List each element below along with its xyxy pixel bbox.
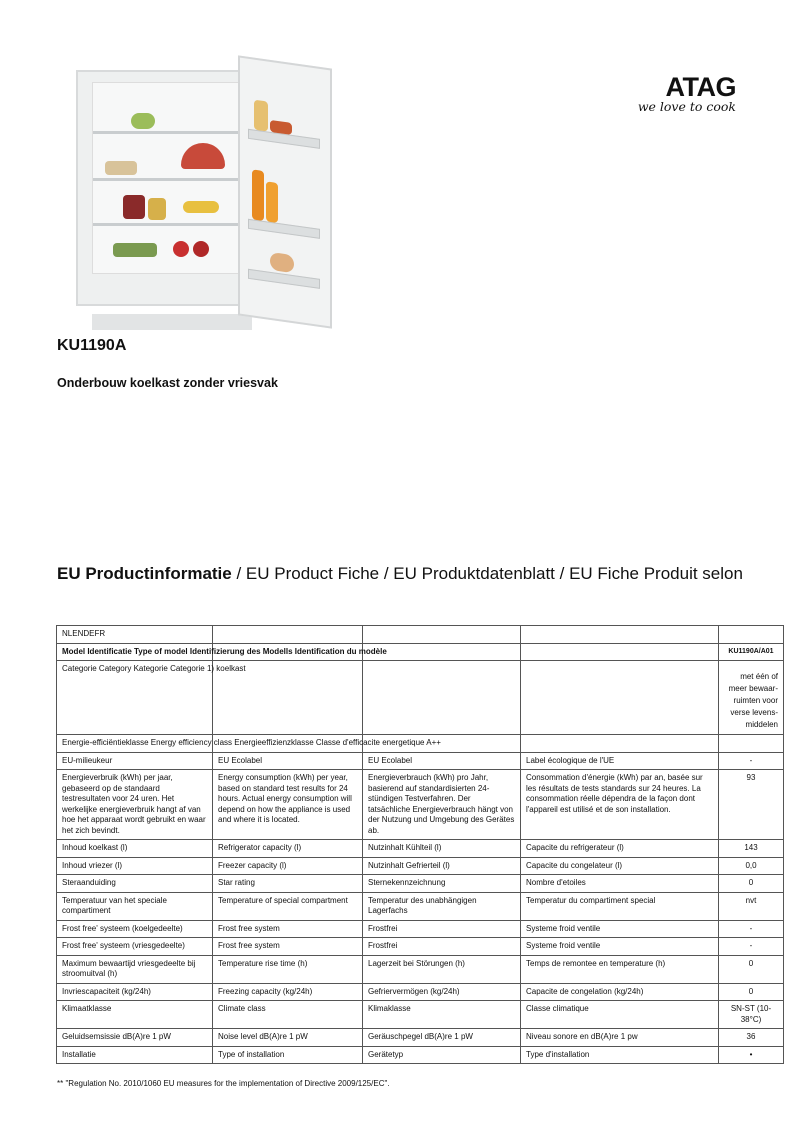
energy-class-row: [57, 735, 784, 753]
cell-nl: Frost free' systeem (vriesgedeelte): [57, 938, 213, 956]
cell-de: Gefriervermögen (kg/24h): [363, 983, 521, 1001]
cell-value: 93: [719, 770, 784, 840]
cell-de: Lagerzeit bei Störungen (h): [363, 955, 521, 983]
cell-nl: Frost free' systeem (koelgedeelte): [57, 920, 213, 938]
cell-en: Energy consumption (kWh) per year, based on standard test results for 24 hours. Actual energy consumption will depend on how the appliance is used and where it is located.: [213, 770, 363, 840]
table-row: [57, 983, 784, 1001]
product-fiche-table: [56, 625, 784, 1064]
cell-fr: Classe climatique: [521, 1001, 719, 1029]
footnote: ** "Regulation No. 2010/1060 EU measures for the implementation of Directive 2009/125/EC".: [57, 1079, 390, 1088]
fiche-title: [57, 564, 743, 584]
cell-en: Freezing capacity (kg/24h): [213, 983, 363, 1001]
cell-en: Freezer capacity (l): [213, 857, 363, 875]
cell-nl: Inhoud vriezer (l): [57, 857, 213, 875]
product-model: KU1190A: [57, 337, 127, 354]
table-row: [57, 1029, 784, 1047]
cell-en: Temperature of special compartment: [213, 892, 363, 920]
cell-en: Climate class: [213, 1001, 363, 1029]
cell-de: Frostfrei: [363, 920, 521, 938]
cell-value: 36: [719, 1029, 784, 1047]
cell-fr: Type d'installation: [521, 1046, 719, 1064]
cell-value: SN-ST (10-38°C): [719, 1001, 784, 1029]
cell-nl: Temperatuur van het speciale compartiment: [57, 892, 213, 920]
cell-fr: Capacite de congelation (kg/24h): [521, 983, 719, 1001]
category-row: [57, 661, 784, 735]
cell-de: Geräuschpegel dB(A)re 1 pW: [363, 1029, 521, 1047]
cell-fr: Capacite du refrigerateur (l): [521, 840, 719, 858]
table-row: [57, 770, 784, 840]
cell-value: -: [719, 938, 784, 956]
cell-nl: Steraanduiding: [57, 875, 213, 893]
cell-nl: Geluidsemsissie dB(A)re 1 pW: [57, 1029, 213, 1047]
cell-fr: Temperatur du compartiment special: [521, 892, 719, 920]
model-value: KU1190A/A01: [719, 643, 784, 661]
cell-fr: Systeme froid ventile: [521, 938, 719, 956]
cell-de: Frostfrei: [363, 938, 521, 956]
cell-de: Nutzinhalt Gefrierteil (l): [363, 857, 521, 875]
cell-en: Frost free system: [213, 938, 363, 956]
cell-value: 0: [719, 955, 784, 983]
table-row: [57, 752, 784, 770]
cell-en: Star rating: [213, 875, 363, 893]
header-languages: NLENDEFR: [57, 626, 213, 644]
model-label: Model Identificatie Type of model Identifizierung des Modells Identification du modèle: [57, 643, 213, 661]
cell-value: nvt: [719, 892, 784, 920]
cell-nl: Klimaatklasse: [57, 1001, 213, 1029]
cell-de: Sternekennzeichnung: [363, 875, 521, 893]
brand-logo: [636, 74, 736, 114]
brand-name: ATAG: [665, 72, 736, 102]
cell-nl: Maximum bewaartijd vriesgedeelte bij stroomuitval (h): [57, 955, 213, 983]
cell-fr: Nombre d'etoiles: [521, 875, 719, 893]
category-value: met één of meer bewaar-ruimten voor verse levens-middelen: [719, 661, 784, 735]
cell-de: EU Ecolabel: [363, 752, 521, 770]
model-row: [57, 643, 784, 661]
cell-fr: Consommation d'énergie (kWh) par an, basée sur les résultats de tests standards sur 24 heures. La consommation réelle dépendra de la façon dont l'appareil est utilisé et de son installation.: [521, 770, 719, 840]
cell-fr: Capacite du congelateur (l): [521, 857, 719, 875]
cell-nl: Inhoud koelkast (l): [57, 840, 213, 858]
fiche-title-rest: / EU Product Fiche / EU Produktdatenblatt / EU Fiche Produit selon: [231, 564, 743, 583]
cell-de: Energieverbrauch (kWh) pro Jahr, basierend auf standardisierten 24-stündigen Testverfahren. Der tatsächliche Energieverbrauch hängt von der Nutzung und Umgebung des Gerätes ab.: [363, 770, 521, 840]
cell-nl: Energieverbruik (kWh) per jaar, gebaseerd op de standaard testresultaten voor 24 uren. Het werkelijke energieverbruik hangt af van hoe het apparaat wordt gebruikt en waar het zich bevindt.: [57, 770, 213, 840]
cell-value: -: [719, 920, 784, 938]
cell-value: 0,0: [719, 857, 784, 875]
table-row: [57, 875, 784, 893]
cell-de: Temperatur des unabhängigen Lagerfachs: [363, 892, 521, 920]
product-description: Onderbouw koelkast zonder vriesvak: [57, 376, 278, 390]
cell-fr: Niveau sonore en dB(A)re 1 pw: [521, 1029, 719, 1047]
cell-de: Klimaklasse: [363, 1001, 521, 1029]
cell-de: Gerätetyp: [363, 1046, 521, 1064]
energy-class-label: Energie-efficiëntieklasse Energy efficiency class Energieeffizienzklasse Classe d'efficacite energetique A++: [57, 735, 213, 753]
category-label: Categorie Category Kategorie Categorie 1) koelkast: [57, 661, 213, 735]
fridge-door: [238, 55, 332, 328]
cell-fr: Label écologique de l'UE: [521, 752, 719, 770]
cell-nl: Invriescapaciteit (kg/24h): [57, 983, 213, 1001]
cell-nl: EU-milieukeur: [57, 752, 213, 770]
cell-fr: Temps de remontee en temperature (h): [521, 955, 719, 983]
table-row: [57, 857, 784, 875]
brand-tagline: we love to cook: [637, 99, 736, 114]
table-row: [57, 938, 784, 956]
cell-en: Refrigerator capacity (l): [213, 840, 363, 858]
table-row: [57, 892, 784, 920]
table-row: [57, 1001, 784, 1029]
table-header-row: [57, 626, 784, 644]
cell-value: 0: [719, 983, 784, 1001]
cell-en: Frost free system: [213, 920, 363, 938]
cell-nl: Installatie: [57, 1046, 213, 1064]
cell-value: -: [719, 752, 784, 770]
table-row: [57, 955, 784, 983]
table-row: [57, 840, 784, 858]
cell-en: Noise level dB(A)re 1 pW: [213, 1029, 363, 1047]
cell-en: Type of installation: [213, 1046, 363, 1064]
fridge-body: [76, 70, 262, 306]
cell-value: 0: [719, 875, 784, 893]
cell-value: 143: [719, 840, 784, 858]
table-row: [57, 920, 784, 938]
cell-de: Nutzinhalt Kühlteil (l): [363, 840, 521, 858]
cell-fr: Systeme froid ventile: [521, 920, 719, 938]
fiche-title-bold: EU Productinformatie: [57, 564, 232, 583]
cell-en: Temperature rise time (h): [213, 955, 363, 983]
product-image: [72, 62, 334, 324]
cell-value: •: [719, 1046, 784, 1064]
cell-en: EU Ecolabel: [213, 752, 363, 770]
table-row: [57, 1046, 784, 1064]
